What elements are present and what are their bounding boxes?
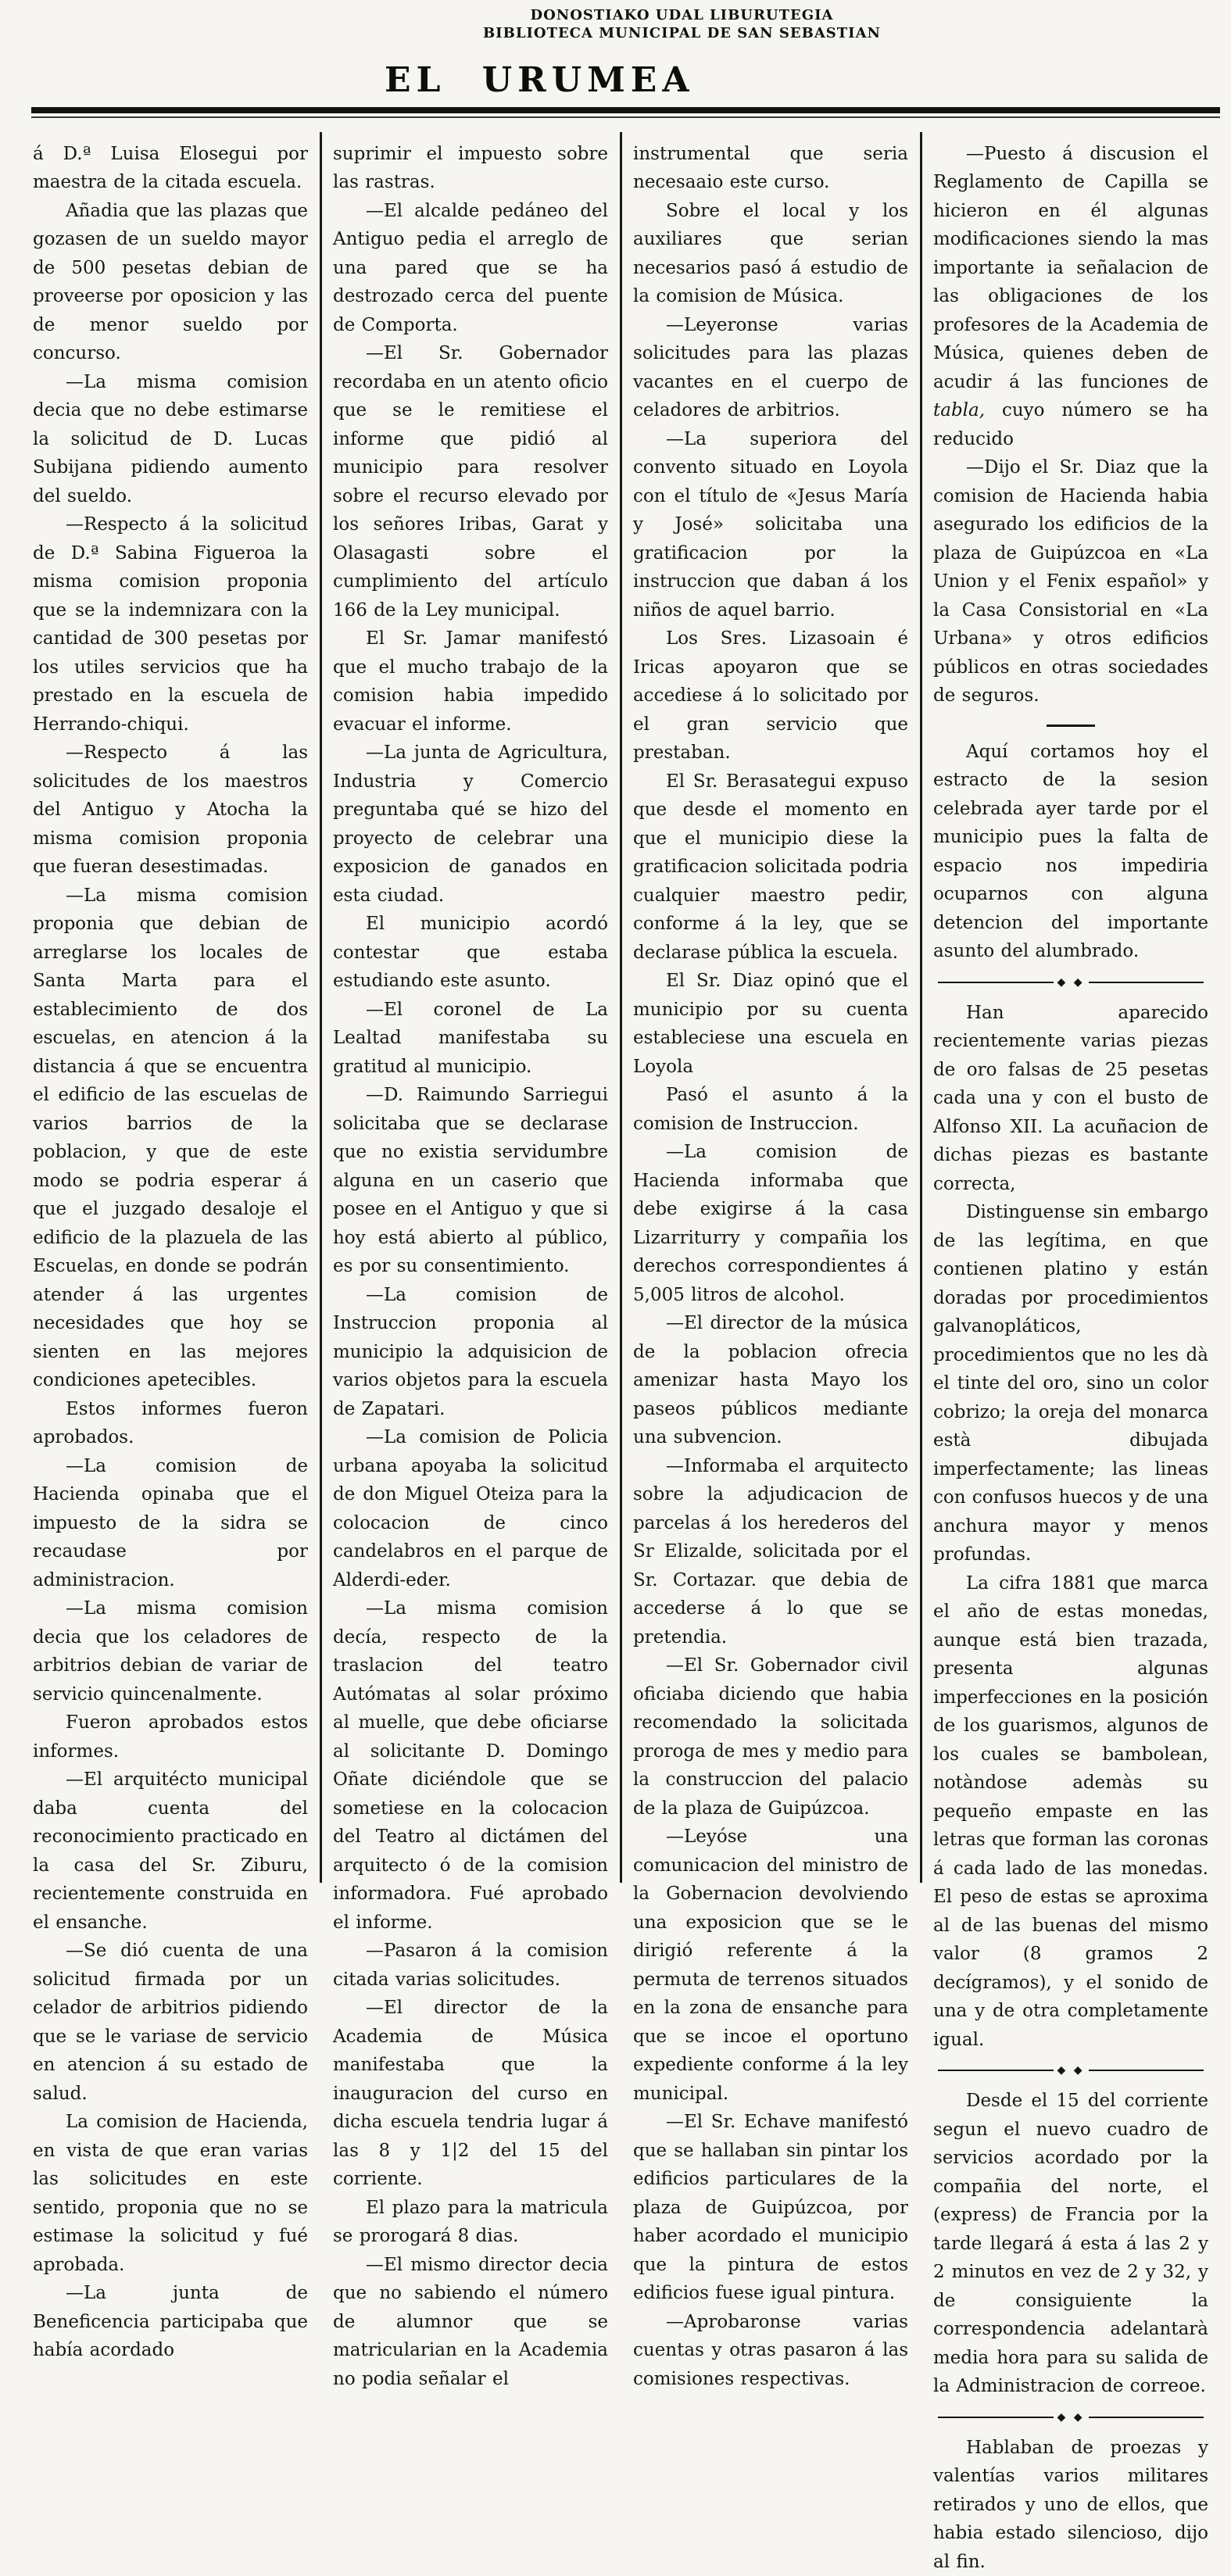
paragraph: Los Sres. Lizasoain é Iricas apoyaron que se accediese á lo solicitado por el gran servicio que prestaban.	[633, 628, 908, 764]
paragraph: —Respecto á las solicitudes de los maestros del Antiguo y Atocha la misma comision proponia que fueran desestimadas.	[33, 742, 308, 878]
paragraph: —La misma comision proponia que debian de arreglarse los locales de Santa Marta para el establecimiento de dos escuelas, en atencion á la distancia á que se encuentra el edificio de las escuelas de varios barrios de la poblacion, y que de este modo se podria esperar á que el juzgado desaloje el edificio de la plazuela de las Escuelas, en donde se podrán atender á las urgentes necesidades que hoy se sienten en las mejores condiciones apetecibles.	[33, 885, 308, 1391]
paragraph: —El director de la Academia de Música manifestaba que la inauguracion del curso en dicha escuela tendria lugar á las 8 y 1|2 del 15 del corriente.	[333, 1998, 608, 2190]
paragraph: —La comision de Hacienda informaba que debe exigirse á la casa Lizarriturry y compañia los derechos correspondientes á 5,005 litros de alcohol.	[633, 1142, 908, 1305]
paragraph: —La junta de Beneficencia participaba que había acordado	[33, 2283, 308, 2361]
italic-text: tabla,	[933, 400, 986, 421]
paragraph: —El alcalde pedáneo del Antiguo pedia el arreglo de una pared que se ha destrozado cerca del puente de Comporta.	[333, 200, 608, 335]
paragraph: —La superiora del convento situado en Loyola con el título de «Jesus María y José» solicitaba una gratificacion por la instruccion que daban á los niños de aquel barrio.	[633, 428, 908, 621]
masthead-rule-thick	[31, 107, 1220, 113]
masthead-rule-thin	[31, 116, 1220, 118]
library-stamp-line1: DONOSTIAKO UDAL LIBURUTEGIA	[530, 7, 834, 23]
paragraph: instrumental que seria necesaaio este curso.	[633, 143, 908, 193]
flourish-divider: ◆ ◆	[938, 2404, 1204, 2431]
paragraph: Hablaban de proezas y valentías varios militares retirados y uno de ellos, que habia estado silencioso, dijo al fin.	[933, 2437, 1208, 2572]
flourish-divider: ◆ ◆	[938, 969, 1204, 996]
paragraph: Han aparecido recientemente varias piezas de oro falsas de 25 pesetas cada una y con el busto de Alfonso XII. La acuñacion de dichas piezas es bastante correcta,	[933, 1002, 1208, 1194]
paragraph: Aquí cortamos hoy el estracto de la sesion celebrada ayer tarde por el municipio pues la falta de espacio nos impediria ocuparnos con alguna detencion del importante asunto del alumbrado.	[933, 741, 1208, 962]
text-segment: cuyo número se ha reducido	[933, 400, 1208, 449]
paragraph: —El Sr. Gobernador recordaba en un atento oficio que se le remitiese el informe que pidió al municipio para resolver sobre el recurso elevado por los señores Iribas, Garat y Olasagasti sobre el cumplimiento del artículo 166 de la Ley municipal.	[333, 343, 608, 621]
paragraph: —Informaba el arquitecto sobre la adjudicacion de parcelas á los herederos del Sr Elizalde, solicitada por el Sr. Cortazar. que debia de accederse á lo que se pretendia.	[633, 1455, 908, 1648]
paragraph: —Leyóse una comunicacion del ministro de la Gobernacion devolviendo una exposicion que se le dirigió referente á la permuta de terrenos situados en la zona de ensanche para que se incoe el oportuno expediente conforme á la ley municipal.	[633, 1826, 908, 2104]
paragraph: Fueron aprobados estos informes.	[33, 1712, 308, 1762]
paragraph: —Respecto á la solicitud de D.ª Sabina Figueroa la misma comision proponia que se la indemnizara con la cantidad de 300 pesetas por los utiles servicios que ha prestado en la escuela de Herrando-chiqui.	[33, 514, 308, 735]
paragraph: El Sr. Jamar manifestó que el mucho trabajo de la comision habia impedido evacuar el informe.	[333, 628, 608, 735]
paragraph: —Dijo el Sr. Diaz que la comision de Hacienda habia asegurado los edificios de la plaza de Guipúzcoa en «La Union y el Fenix español» y la Casa Consistorial en «La Urbana» y otros edificios públicos en otras sociedades de seguros.	[933, 457, 1208, 707]
paragraph: Pasó el asunto á la comision de Instruccion.	[633, 1085, 908, 1134]
paragraph: —La junta de Agricultura, Industria y Comercio preguntaba qué se hizo del proyecto de celebrar una exposicion de ganados en esta ciudad.	[333, 742, 608, 906]
paragraph: —El arquitécto municipal daba cuenta del reconocimiento practicado en la casa del Sr. Ziburu, recientemente construida en el ensanche.	[33, 1769, 308, 1933]
paragraph: —El coronel de La Lealtad manifestaba su gratitud al municipio.	[333, 999, 608, 1077]
column-1	[31, 132, 320, 2361]
paragraph: El Sr. Diaz opinó que el municipio por su cuenta estableciese una escuela en Loyola	[633, 971, 908, 1077]
paragraph: —La misma comision decía, respecto de la traslacion del teatro Autómatas al solar próximo al muelle, que debe oficiarse al solicitante D. Domingo Oñate diciéndole que se sometiese en la colocacion del Teatro al dictámen del arquitecto ó de la comision informadora. Fué aprobado el informe.	[333, 1598, 608, 1933]
paragraph: —Pasaron á la comision citada varias solicitudes.	[333, 1941, 608, 1990]
library-stamp	[88, 6, 1231, 43]
paragraph: á D.ª Luisa Elosegui por maestra de la citada escuela.	[33, 143, 308, 193]
masthead-title: EL URUMEA	[385, 59, 695, 100]
paragraph: —La comision de Instruccion proponia al municipio la adquisicion de varios objetos para la escuela de Zapatari.	[333, 1284, 608, 1419]
column-2	[320, 132, 620, 2389]
paragraph: El plazo para la matricula se prorogará 8 dias.	[333, 2197, 608, 2247]
flourish-divider: ◆ ◆	[938, 2057, 1204, 2084]
paragraph: El municipio acordó contestar que estaba estudiando este asunto.	[333, 914, 608, 992]
library-stamp-line2: BIBLIOTECA MUNICIPAL DE SAN SEBASTIAN	[482, 25, 882, 42]
paragraph: El Sr. Berasategui expuso que desde el momento en que el municipio diese la gratificacion solicitada podria cualquier maestro pedir, conforme á la ley, que se declarase pública la escuela.	[633, 771, 908, 963]
paragraph: —La comision de Policia urbana apoyaba la solicitud de don Miguel Oteiza para la colocacion de cinco candelabros en el parque de Alderdi-eder.	[333, 1427, 608, 1590]
masthead-rule	[31, 107, 1220, 118]
paragraph: Añadia que las plazas que gozasen de un sueldo mayor de 500 pesetas debian de proveerse por oposicion y las de menor sueldo por concurso.	[33, 200, 308, 364]
paragraph: —El Sr. Echave manifestó que se hallaban sin pintar los edificios particulares de la plaza de Guipúzcoa, por haber acordado el municipio que la pintura de estos edificios fuese igual pintura.	[633, 2112, 908, 2304]
paragraph: Estos informes fueron aprobados.	[33, 1398, 308, 1448]
paragraph: —Aprobaronse varias cuentas y otras pasaron á las comisiones respectivas.	[633, 2311, 908, 2389]
paragraph: —D. Raimundo Sarriegui solicitaba que se declarase que no existia servidumbre alguna en un caserio que posee en el Antiguo y que si hoy está abierto al público, es por su consentimiento.	[333, 1085, 608, 1277]
paragraph: Distinguense sin embargo de las legítima, en que contienen platino y están doradas por procedimientos galvanopláticos, procedimientos que no les dà el tinte del oro, sino un color cobrizo; la oreja del monarca està dibujada imperfectamente; las lineas con confusos huecos y de una anchura mayor y menos profundas.	[933, 1202, 1208, 1565]
paragraph: —La misma comision decia que no debe estimarse la solicitud de D. Lucas Subijana pidiendo aumento del sueldo.	[33, 371, 308, 506]
text-segment: —Puesto á discusion el Reglamento de Capilla se hicieron en él algunas modificaciones siendo la mas importante ia señalacion de las obligaciones de los profesores de la Academia de Música, quienes deben de acudir á las funciones de	[933, 143, 1208, 392]
paragraph: La comision de Hacienda, en vista de que eran varias las solicitudes en este sentido, proponia que no se estimase la solicitud y fué aprobada.	[33, 2112, 308, 2275]
paragraph: La cifra 1881 que marca el año de estas monedas, aunque está bien trazada, presenta algunas imperfecciones en la posición de los guarismos, algunos de los cuales se bambolean, notàndose ademàs su pequeño empaste en las letras que forman las coronas á cada lado de las monedas. El peso de estas se aproxima al de las buenas del mismo valor (8 gramos 2 decígramos), y el sonido de una y de otra completamente igual.	[933, 1572, 1208, 2050]
column-4	[920, 132, 1220, 2572]
column-3	[620, 132, 920, 2389]
paragraph: —La comision de Hacienda opinaba que el impuesto de la sidra se recaudase por administracion.	[33, 1455, 308, 1590]
paragraph: —El Sr. Gobernador civil oficiaba diciendo que habia recomendado la solicitada proroga de mes y medio para la construccion del palacio de la plaza de Guipúzcoa.	[633, 1655, 908, 1819]
paragraph: —Leyeronse varias solicitudes para las plazas vacantes en el cuerpo de celadores de arbitrios.	[633, 314, 908, 421]
short-rule-divider	[1047, 724, 1095, 727]
paragraph: —Se dió cuenta de una solicitud firmada por un celador de arbitrios pidiendo que se le variase de servicio en atencion á su estado de salud.	[33, 1941, 308, 2104]
paragraph: suprimir el impuesto sobre las rastras.	[333, 143, 608, 193]
paragraph	[933, 140, 1208, 454]
paragraph: —El director de la música de la poblacion ofrecia amenizar hasta Mayo los paseos públicos mediante una subvencion.	[633, 1313, 908, 1448]
paragraph: Desde el 15 del corriente segun el nuevo cuadro de servicios acordado por la compañia del norte, el (express) de Francia por la tarde llegará á esta á las 2 y 2 minutos en vez de 2 y 32, y de consiguiente la correspondencia adelantarà media hora para su salida de la Administracion de correoe.	[933, 2091, 1208, 2397]
article-columns	[31, 132, 1220, 2572]
paragraph: —La misma comision decia que los celadores de arbitrios debian de variar de servicio quincenalmente.	[33, 1598, 308, 1705]
paragraph: —El mismo director decia que no sabiendo el número de alumnor que se matricularian en la Academia no podia señalar el	[333, 2254, 608, 2389]
paragraph: Sobre el local y los auxiliares que serian necesarios pasó á estudio de la comision de Música.	[633, 200, 908, 307]
